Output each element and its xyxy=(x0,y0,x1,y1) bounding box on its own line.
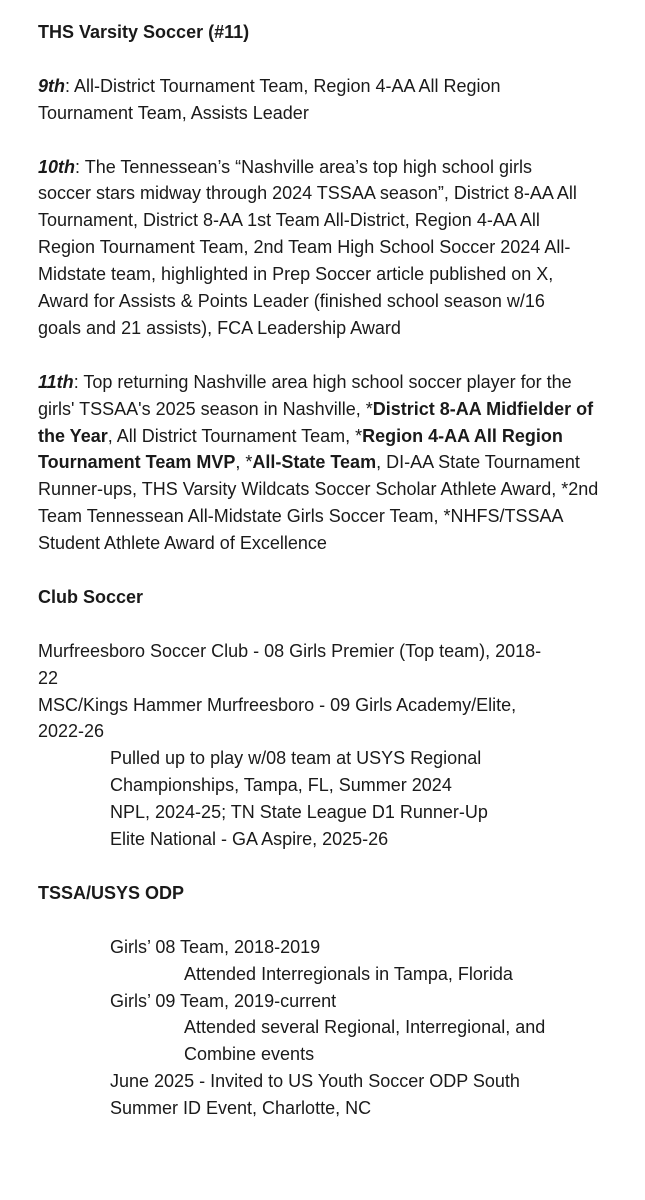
tenth-year-label: 10th xyxy=(38,156,76,177)
odp-invite: June 2025 - Invited to US Youth Soccer ODP South Summer ID Event, Charlotte, NC xyxy=(110,1071,520,1119)
tenth-grade-entry xyxy=(38,154,578,342)
spacer xyxy=(38,611,638,638)
spacer xyxy=(38,907,638,934)
eleventh-text-3: , * xyxy=(235,452,253,473)
spacer xyxy=(38,46,638,73)
club-line-kings-hammer: MSC/Kings Hammer Murfreesboro - 09 Girls Academy/Elite, 2022-26 xyxy=(38,694,517,742)
eleventh-grade-entry xyxy=(38,369,608,557)
club-line-murfreesboro: Murfreesboro Soccer Club - 08 Girls Premier (Top team), 2018-22 xyxy=(38,640,542,688)
eleventh-highlight-mvp: Region 4-AA All Region Tournament Team MVP xyxy=(38,425,563,473)
club-heading: Club Soccer xyxy=(38,586,144,607)
club-sub-elite-national: Elite National - GA Aspire, 2025-26 xyxy=(110,829,389,850)
eleventh-text-1: : Top returning Nashville area high school soccer player for the girls' TSSAA's 2025 season in Nashville, * xyxy=(38,371,572,419)
spacer xyxy=(38,342,638,369)
tenth-grade-text: : The Tennessean’s “Nashville area’s top high school girls soccer stars midway through 2024 TSSAA season”, District 8-AA All Tournament, District 8-AA 1st Team All-District, Region 4-AA All Region Tournament Team, 2nd Team High School Soccer 2024 All-Midstate team, highlighted in Prep Soccer article published on X, Award for Assists & Points Leader (finished school season w/16 goals and 21 assists), FCA Leadership Award xyxy=(38,156,577,338)
ninth-year-label: 9th xyxy=(38,75,65,96)
spacer xyxy=(38,127,638,154)
ninth-grade-text: : All-District Tournament Team, Region 4-AA All Region Tournament Team, Assists Leader xyxy=(38,75,501,123)
odp-team-08: Girls’ 08 Team, 2018-2019 xyxy=(110,936,321,957)
eleventh-text-2: , All District Tournament Team, * xyxy=(107,425,363,446)
document-page xyxy=(38,19,638,1122)
eleventh-text-4: , DI-AA State Tournament Runner-ups, THS Varsity Wildcats Soccer Scholar Athlete Award, *2nd Team Tennessean All-Midstate Girls Soccer Team, *NHFS/TSSAA Student Athlete Award of Excellence xyxy=(38,452,599,554)
odp-team-09: Girls’ 09 Team, 2019-current xyxy=(110,990,337,1011)
eleventh-highlight-midfielder: District 8-AA Midfielder of the Year xyxy=(38,398,594,446)
club-sub-pulled-up: Pulled up to play w/08 team at USYS Regional Championships, Tampa, FL, Summer 2024 xyxy=(110,748,482,796)
spacer xyxy=(38,853,638,880)
spacer xyxy=(38,557,638,584)
odp-team-08-detail: Attended Interregionals in Tampa, Florida xyxy=(184,963,513,984)
club-sub-npl: NPL, 2024-25; TN State League D1 Runner-Up xyxy=(110,802,488,823)
ths-heading: THS Varsity Soccer (#11) xyxy=(38,22,250,42)
eleventh-highlight-all-state: All-State Team xyxy=(252,452,377,473)
odp-team-09-detail: Attended several Regional, Interregional, and Combine events xyxy=(184,1017,546,1065)
odp-heading: TSSA/USYS ODP xyxy=(38,882,185,903)
eleventh-year-label: 11th xyxy=(38,371,74,392)
ninth-grade-entry xyxy=(38,73,578,127)
